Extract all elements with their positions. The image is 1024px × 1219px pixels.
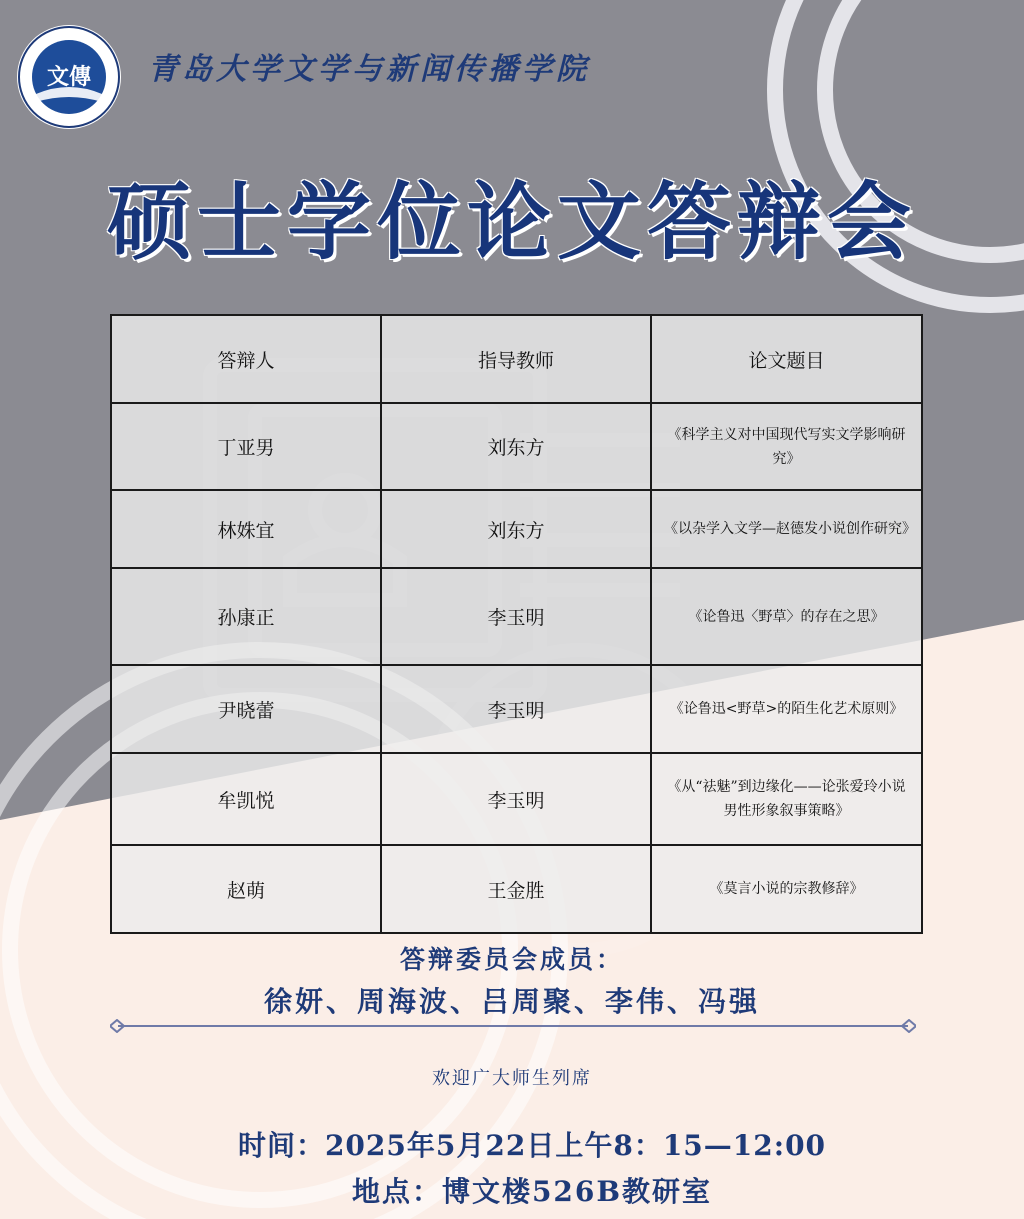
header-advisor: 指导教师 [381, 315, 651, 403]
school-logo [14, 22, 124, 132]
table-row [111, 665, 922, 753]
event-time: 时间：2025年5月22日上午8：15—12:00 [237, 1129, 827, 1162]
student-name: 尹晓蕾 [111, 665, 381, 753]
table-row [111, 845, 922, 933]
student-name: 赵萌 [111, 845, 381, 933]
thesis-topic: 《科学主义对中国现代写实文学影响研究》 [651, 403, 922, 490]
thesis-topic: 《莫言小说的宗教修辞》 [651, 845, 922, 933]
table-row [111, 490, 922, 568]
thesis-topic: 《论鲁迅<野草>的陌生化艺术原则》 [651, 665, 922, 753]
student-name: 孙康正 [111, 568, 381, 665]
logo-glyph: 文傳 [46, 64, 92, 90]
table-row [111, 753, 922, 845]
advisor-name: 王金胜 [381, 845, 651, 933]
student-name: 林姝宜 [111, 490, 381, 568]
table-row [111, 568, 922, 665]
table-header-row [111, 315, 922, 403]
event-place: 地点：博文楼526B教研室 [351, 1175, 713, 1208]
header-topic: 论文题目 [651, 315, 922, 403]
advisor-name: 李玉明 [381, 753, 651, 845]
advisor-name: 刘东方 [381, 490, 651, 568]
committee-label: 答辩委员会成员： [399, 945, 624, 974]
page-title: 硕士学位论文答辩会 [106, 173, 917, 271]
header-student: 答辩人 [111, 315, 381, 403]
divider-line [110, 1019, 916, 1033]
welcome-text: 欢迎广大师生列席 [432, 1068, 592, 1089]
student-name: 牟凯悦 [111, 753, 381, 845]
table-row [111, 403, 922, 490]
thesis-topic: 《以杂学入文学—赵德发小说创作研究》 [651, 490, 922, 568]
thesis-topic: 《论鲁迅〈野草〉的存在之思》 [651, 568, 922, 665]
advisor-name: 刘东方 [381, 403, 651, 490]
advisor-name: 李玉明 [381, 665, 651, 753]
school-name: 青岛大学文学与新闻传播学院 [148, 52, 590, 87]
thesis-topic: 《从“祛魅”到边缘化——论张爱玲小说男性形象叙事策略》 [651, 753, 922, 845]
advisor-name: 李玉明 [381, 568, 651, 665]
student-name: 丁亚男 [111, 403, 381, 490]
defense-table [110, 314, 923, 934]
committee-members: 徐妍、周海波、吕周聚、李伟、冯强 [263, 985, 760, 1018]
